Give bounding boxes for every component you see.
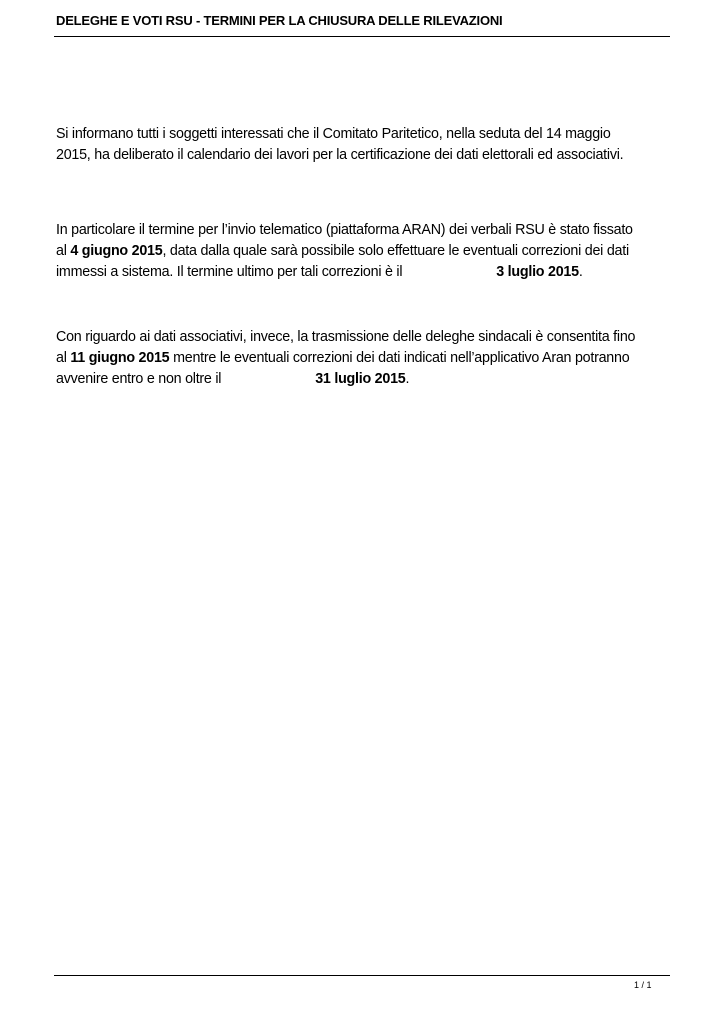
date-highlight: 11 giugno 2015 (70, 350, 170, 366)
text-run: mentre le eventuali correzioni dei dati indicati nell’applicativo Aran potranno (169, 350, 630, 366)
footer-divider (54, 975, 670, 976)
paragraph-line: In particolare il termine per l’invio telematico (piattaforma ARAN) dei verbali RSU è stato fissato (56, 222, 633, 238)
date-highlight: 4 giugno 2015 (70, 243, 163, 259)
text-run: al (56, 243, 71, 259)
paragraph-intro (56, 124, 676, 166)
text-run: . (578, 264, 583, 280)
page-number: 1 / 1 (634, 980, 652, 990)
page-title: DELEGHE E VOTI RSU - TERMINI PER LA CHIUSURA DELLE RILEVAZIONI (56, 13, 503, 28)
text-run: avvenire entro e non oltre il (56, 371, 222, 387)
paragraph-line: Si informano tutti i soggetti interessati che il Comitato Paritetico, nella seduta del 14 maggio (56, 126, 611, 142)
date-highlight: 3 luglio 2015 (496, 264, 579, 280)
text-run: . (405, 371, 410, 387)
paragraph-line (56, 369, 676, 390)
paragraph-line: Con riguardo ai dati associativi, invece, la trasmissione delle deleghe sindacali è consentita fino (56, 329, 636, 345)
paragraph-delegations-deadline (56, 327, 676, 390)
text-run: al (56, 350, 71, 366)
text-run: , data dalla quale sarà possibile solo effettuare le eventuali correzioni dei dati (162, 243, 629, 259)
paragraph-line (56, 241, 676, 262)
paragraph-line (56, 262, 676, 283)
paragraph-rsu-deadline (56, 220, 676, 283)
paragraph-line: 2015, ha deliberato il calendario dei lavori per la certificazione dei dati elettorali ed associativi. (56, 147, 624, 163)
text-run: immessi a sistema. Il termine ultimo per tali correzioni è il (56, 264, 403, 280)
paragraph-line (56, 348, 676, 369)
header-divider (54, 36, 670, 37)
date-highlight: 31 luglio 2015 (315, 371, 406, 387)
